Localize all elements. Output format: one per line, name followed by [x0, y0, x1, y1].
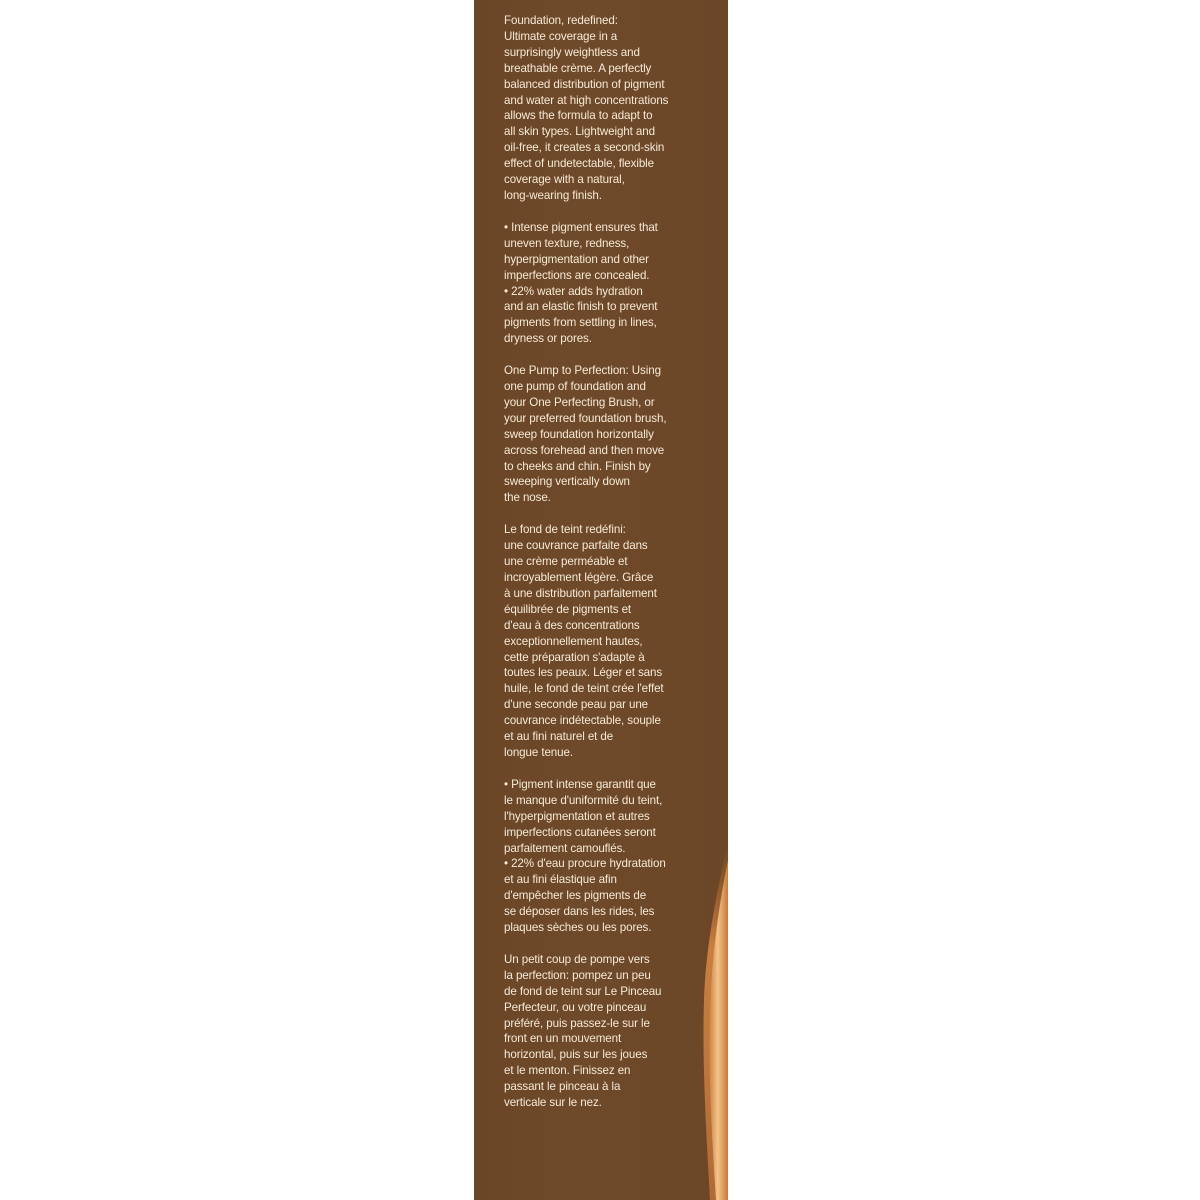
paragraph-application-fr: Un petit coup de pompe vers la perfection: pompez un peu de fond de teint sur Le Pinceau Perfecteur, ou votre pinceau préféré, puis passez-le sur le front en un mouvement horizontal, puis sur les joues et le menton. Finissez en passant le pinceau à la verticale sur le nez.: [504, 952, 662, 1110]
paragraph-benefits-en: • Intense pigment ensures that uneven texture, redness, hyperpigmentation and other imperfections are concealed. • 22% water adds hydration and an elastic finish to prevent pigments from settling in lines, dryness or pores.: [504, 220, 658, 346]
paragraph-benefits-fr: • Pigment intense garantit que le manque d'uniformité du teint, l'hyperpigmentation et autres imperfections cutanées seront parfaitement camouflés. • 22% d'eau procure hydratation et au fini élastique afin d'empêcher les pigments de se déposer dans les rides, les plaques sèches ou les pores.: [504, 777, 666, 935]
product-description: [504, 13, 722, 1127]
paragraph-foundation-redefined: Foundation, redefined: Ultimate coverage in a surprisingly weightless and breathable crème. A perfectly balanced distribution of pigment and water at high concentrations allows the formula to adapt to all skin types. Lightweight and oil-free, it creates a second-skin effect of undetectable, flexible coverage with a natural, long-wearing finish.: [504, 14, 669, 202]
paragraph-application-en: One Pump to Perfection: Using one pump of foundation and your One Perfecting Brush, or your preferred foundation brush, sweep foundation horizontally across forehead and then move to cheeks and chin. Finish by sweeping vertically down the nose.: [504, 364, 667, 505]
paragraph-description-fr: Le fond de teint redéfini: une couvrance parfaite dans une crème perméable et incroyablement légère. Grâce à une distribution parfaitement équilibrée de pigments et d'eau à des concentrations exceptionnellement hautes, cette préparation s'adapte à toutes les peaux. Léger et sans huile, le fond de teint crée l'effet d'une seconde peau par une couvrance indétectable, souple et au fini naturel et de longue tenue.: [504, 523, 664, 759]
product-box-side-panel: [474, 0, 728, 1200]
